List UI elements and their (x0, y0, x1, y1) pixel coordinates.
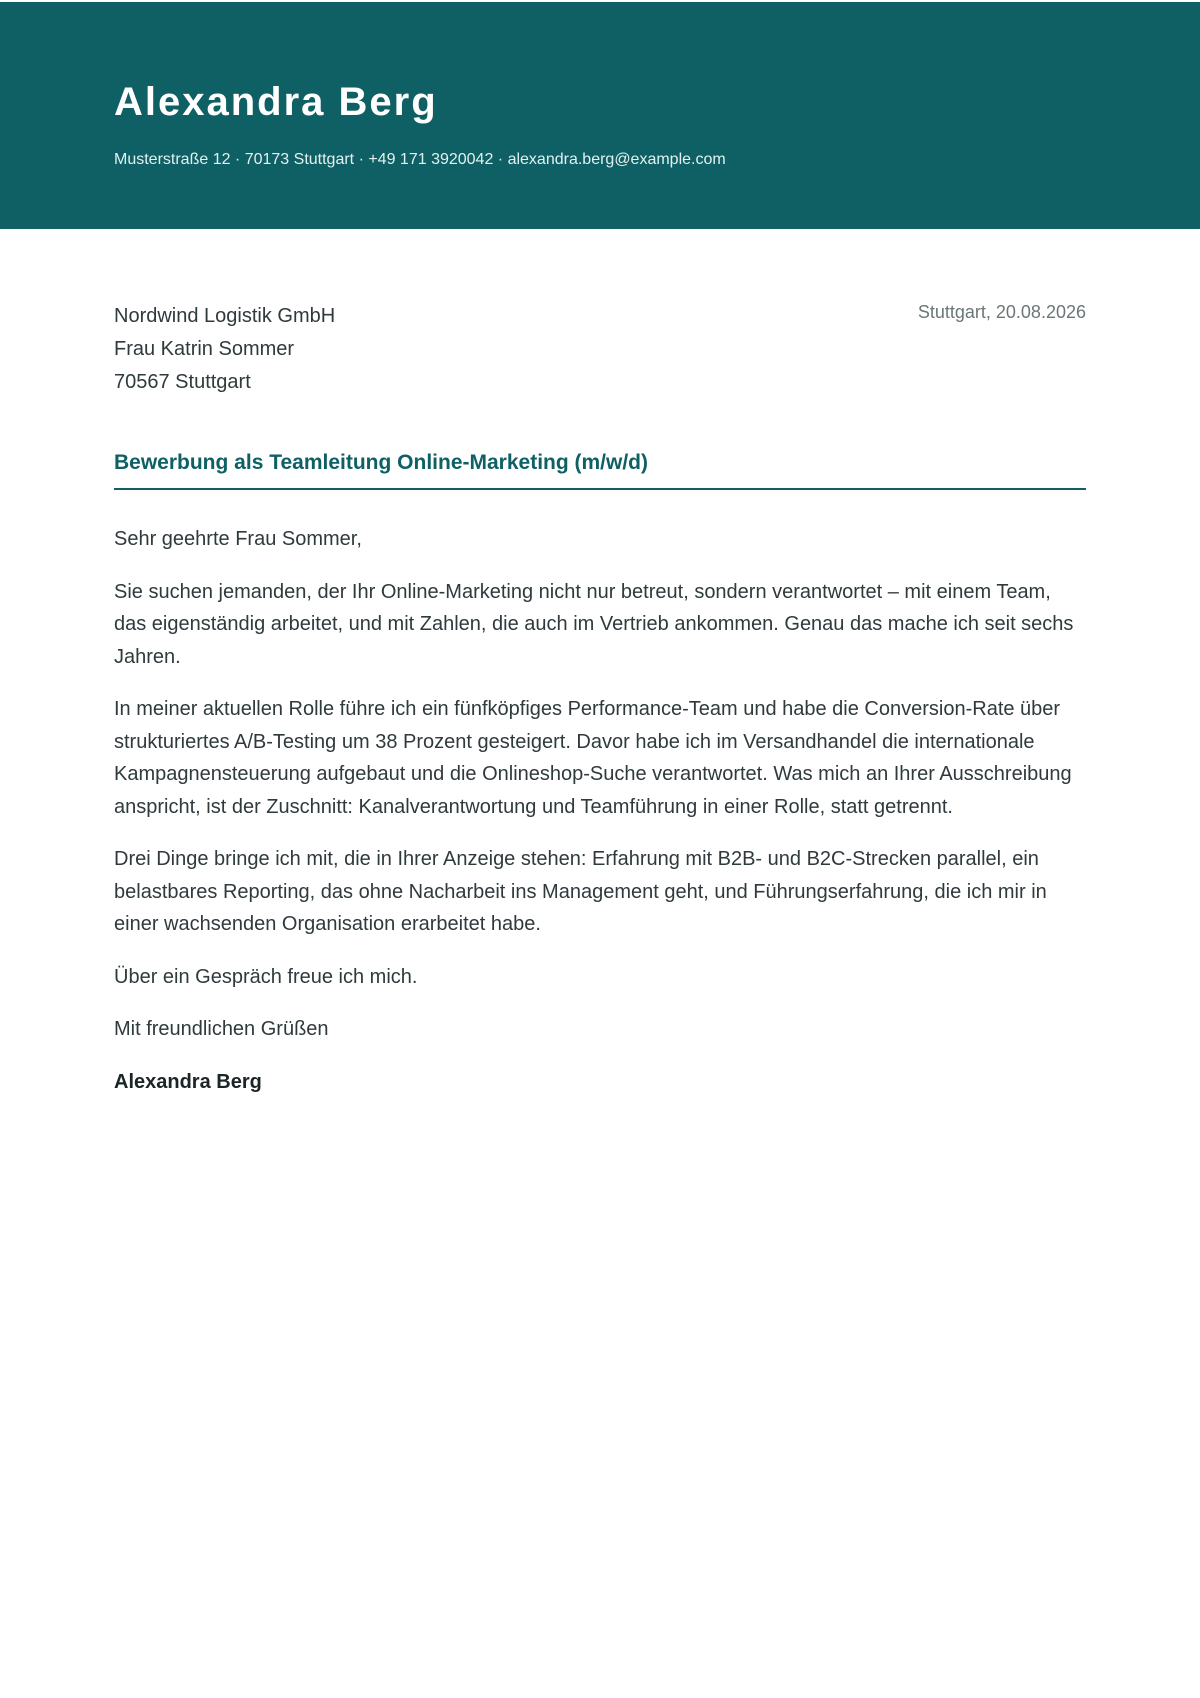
closing: Mit freundlichen Grüßen (114, 1018, 329, 1040)
recipient-company: Nordwind Logistik GmbH (114, 305, 336, 327)
recipient-person: Frau Katrin Sommer (114, 338, 295, 360)
recipient-city: 70567 Stuttgart (114, 371, 251, 393)
sender-contact-line: Musterstraße 12 · 70173 Stuttgart · +49 171 3920042 · alexandra.berg@example.com (114, 151, 726, 168)
letter-date: Stuttgart, 20.08.2026 (917, 302, 1086, 322)
letter-body (114, 523, 1086, 1118)
body-paragraph-3: Drei Dinge bringe ich mit, die in Ihrer Anzeige stehen: Erfahrung mit B2B- und B2C-Strecken parallel, ein belastbares Reporting, das ohne Nacharbeit ins Management geht, und Führungserfahrung, die ich mir in einer wachsenden Organisation erarbeitet habe. (114, 848, 1047, 935)
body-paragraph-4: Über ein Gespräch freue ich mich. (114, 965, 418, 988)
letter-header (0, 0, 1200, 229)
body-paragraph-2: In meiner aktuellen Rolle führe ich ein fünfköpfiges Performance-Team und habe die Conversion-Rate über strukturiertes A/B-Testing um 38 Prozent gesteigert. Davor habe ich im Versandhandel die internationale Kampagnensteuerung aufgebaut und die Onlineshop-Suche verantwortet. Was mich an Ihrer Ausschreibung anspricht, ist der Zuschnitt: Kanalverantwortung und Teamführung in einer Rolle, statt getrennt. (114, 698, 1072, 818)
salutation: Sehr geehrte Frau Sommer, (114, 528, 362, 550)
sender-name: Alexandra Berg (114, 80, 438, 124)
subject-divider (114, 488, 1086, 490)
body-paragraph-1: Sie suchen jemanden, der Ihr Online-Marketing nicht nur betreut, sondern verantwortet – mit einem Team, das eigenständig arbeitet, und mit Zahlen, die auch im Vertrieb ankommen. Genau das mache ich seit sechs Jahren. (114, 580, 1074, 668)
letter-subject: Bewerbung als Teamleitung Online-Marketing (m/w/d) (114, 451, 649, 474)
recipient-address (114, 300, 335, 399)
signature-name: Alexandra Berg (114, 1070, 262, 1093)
